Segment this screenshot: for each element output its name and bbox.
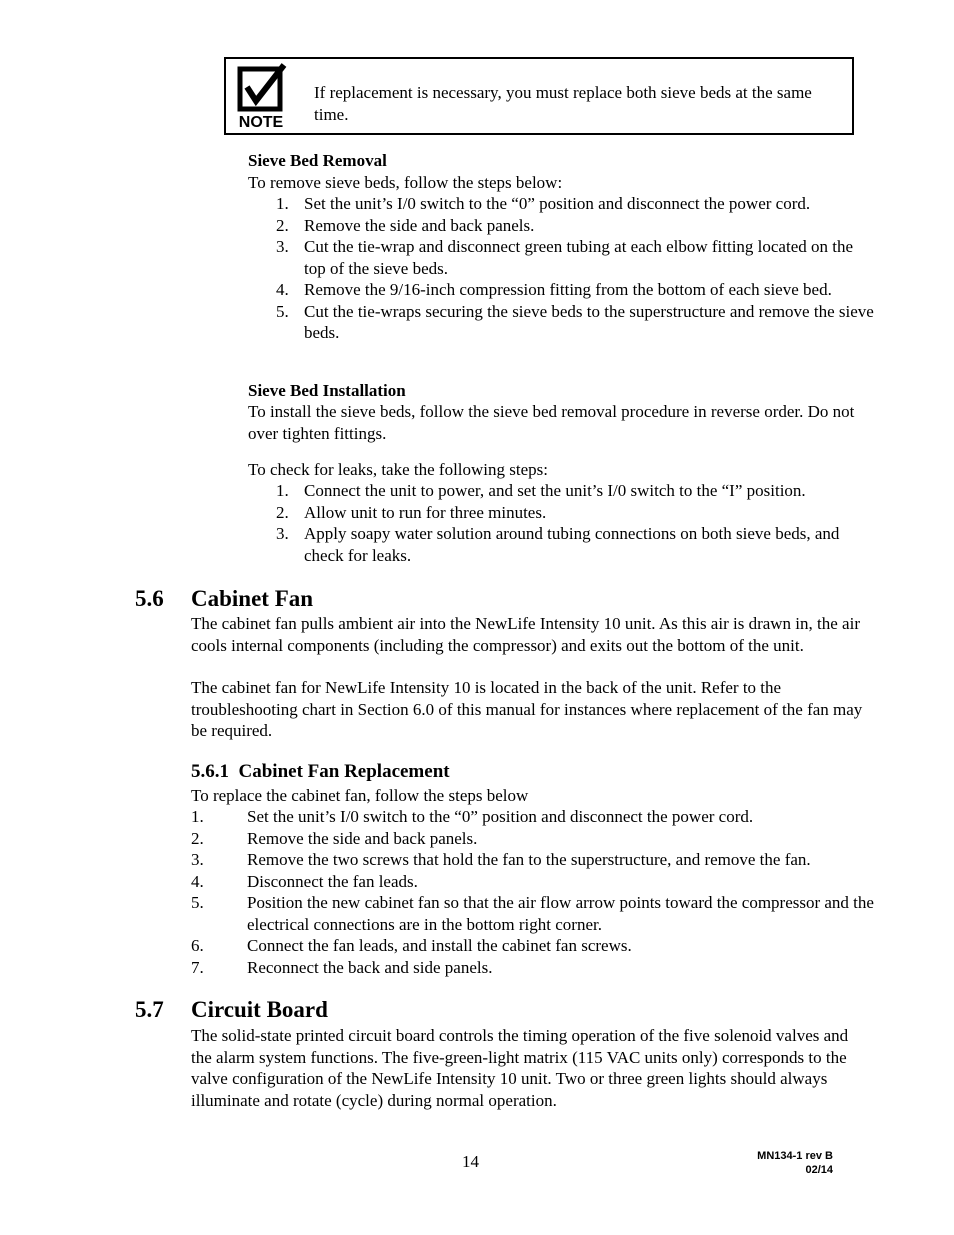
step-number: 6. [191,936,204,955]
leak-check-intro: To check for leaks, take the following steps: [248,460,548,479]
section-number: 5.6.1 [191,761,229,782]
list-item [191,806,881,828]
step-text: Reconnect the back and side panels. [247,957,493,977]
step-number: 5. [191,893,204,912]
step-text: Connect the fan leads, and install the cabinet fan screws. [247,936,632,955]
note-icon-label: NOTE [238,114,284,129]
step-text: Remove the two screws that hold the fan to the superstructure, and remove the fan. [247,850,811,869]
step-number: 3. [276,524,289,543]
section-heading-5-7 [135,996,328,1024]
step-number: 3. [276,237,289,256]
section-number: 5.7 [135,997,164,1022]
step-text: Remove the side and back panels. [304,215,535,235]
page-number: 14 [462,1152,479,1171]
list-item [191,957,881,979]
step-number: 1. [191,807,204,826]
step-number: 7. [191,957,204,977]
list-item [248,480,878,502]
sieve-removal-heading: Sieve Bed Removal [248,151,387,170]
step-number: 3. [191,850,204,869]
list-item [191,935,881,957]
section-number: 5.6 [135,586,164,611]
step-number: 2. [191,828,204,848]
fan-replacement-intro: To replace the cabinet fan, follow the steps below [191,786,529,805]
step-text: Position the new cabinet fan so that the air flow arrow points toward the compressor and the electrical connections are in the bottom right corner. [247,893,874,934]
step-text: Cut the tie-wrap and disconnect green tubing at each elbow fitting located on the top of the sieve beds. [304,237,854,278]
leak-check-steps [248,480,878,566]
sieve-installation-heading: Sieve Bed Installation [248,381,406,400]
section-heading-5-6-1 [191,760,450,784]
sieve-removal-steps [248,193,878,344]
note-box [224,57,854,135]
list-item [191,849,881,871]
list-item [191,828,881,850]
step-text: Connect the unit to power, and set the unit’s I/0 switch to the “I” position. [304,481,806,500]
step-text: Cut the tie-wraps securing the sieve beds to the superstructure and remove the sieve beds. [304,301,874,342]
step-number: 2. [276,215,289,235]
doc-id: MN134-1 rev B [757,1150,833,1162]
step-text: Remove the side and back panels. [247,828,478,848]
list-item [248,215,878,237]
sieve-removal-intro: To remove sieve beds, follow the steps below: [248,173,563,192]
section-title: Cabinet Fan Replacement [238,761,450,782]
step-text: Remove the 9/16-inch compression fitting from the bottom of each sieve bed. [304,280,832,299]
step-text: Set the unit’s I/0 switch to the “0” position and disconnect the power cord. [247,807,754,826]
list-item [191,871,881,893]
cabinet-fan-para-2: The cabinet fan for NewLife Intensity 10 is located in the back of the unit. Refer to the troubleshooting chart in Section 6.0 of this manual for instances where replacement of the fan may be required. [191,678,863,740]
list-item [248,502,878,524]
section-title: Cabinet Fan [191,586,314,611]
step-text: Allow unit to run for three minutes. [304,502,547,522]
list-item [248,236,878,279]
step-text: Disconnect the fan leads. [247,871,418,891]
doc-date: 02/14 [805,1164,833,1176]
step-number: 2. [276,502,289,522]
section-title: Circuit Board [191,997,328,1022]
step-number: 4. [191,871,204,891]
step-number: 1. [276,481,289,500]
step-number: 1. [276,194,289,213]
note-text: If replacement is necessary, you must replace both sieve beds at the same time. [314,83,812,124]
sieve-installation-text: To install the sieve beds, follow the sieve bed removal procedure in reverse order. Do not over tighten fittings. [248,402,855,443]
list-item [248,523,878,566]
doc-id-block [757,1149,833,1177]
list-item [248,279,878,301]
note-check-icon [236,63,288,129]
list-item [248,301,878,344]
step-number: 5. [276,301,289,321]
cabinet-fan-para-1: The cabinet fan pulls ambient air into the NewLife Intensity 10 unit. As this air is drawn in, the air cools internal components (including the compressor) and exits out the bottom of the unit. [191,614,860,655]
step-text: Set the unit’s I/0 switch to the “0” position and disconnect the power cord. [304,194,811,213]
fan-replacement-steps [191,806,881,978]
list-item [191,892,881,935]
section-heading-5-6 [135,585,313,613]
step-number: 4. [276,280,289,299]
step-text: Apply soapy water solution around tubing connections on both sieve beds, and check for leaks. [304,524,840,565]
list-item [248,193,878,215]
circuit-board-para: The solid-state printed circuit board controls the timing operation of the five solenoid valves and the alarm system functions. The five-green-light matrix (115 VAC units only) corresponds to the valve configuration of the NewLife Intensity 10 unit. Two or three green lights should always illuminate and rotate (cycle) during normal operation. [191,1026,849,1110]
